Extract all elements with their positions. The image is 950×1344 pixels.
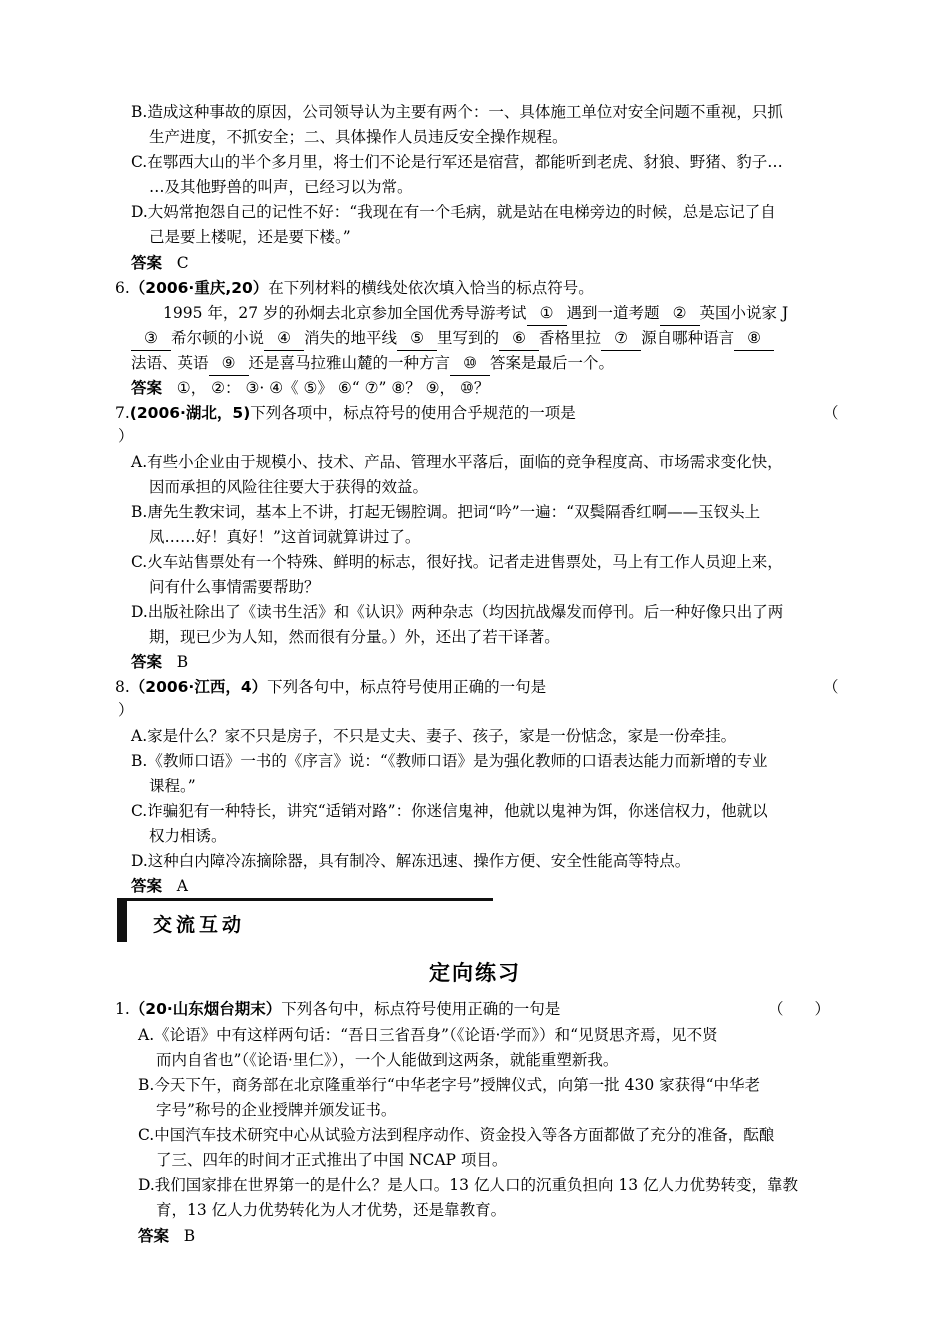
banner-title: 交流互动 [153, 914, 246, 936]
q7-option-c-line1: C.火车站售票处有一个特殊、鲜明的标志，很好找。记者走进售票处，马上有工作人员迎上来， [131, 553, 783, 571]
banner-side-bar [117, 898, 127, 942]
q8-heading [115, 675, 546, 699]
answer-label: 答案 [131, 877, 163, 895]
answer-label: 答案 [138, 1227, 170, 1245]
answer-label: 答案 [131, 379, 163, 397]
question-stem: 下列各句中，标点符号使用正确的一句是 [281, 1000, 561, 1018]
section-title: 定向练习 [429, 961, 521, 985]
question-number: 8. [115, 678, 130, 696]
answer-paren-close: ） [118, 427, 134, 445]
q7-answer [131, 650, 188, 674]
q7-option-a-line1: A.有些小企业由于规模小、技术、产品、管理水平落后，面临的竞争程度高、市场需求变化快， [131, 453, 783, 471]
q8-option-d-line1: D.这种白内障冷冻摘除器，具有制冷、解冻迅速、操作方便、安全性能高等特点。 [131, 852, 691, 870]
answer-value: ①， ②： ③· ④《 ⑤》 ⑥“ ⑦” ⑧？ ⑨， ⑩？ [176, 379, 490, 397]
blank-3: ③ [131, 326, 171, 351]
q7-option-d-line2: 期，现已少为人知，然而很有分量。）外，还出了若干译著。 [149, 628, 560, 646]
q8-option-a-line1: A.家是什么？家不只是房子，不只是丈夫、妻子、孩子，家是一份惦念，家是一份牵挂。 [131, 727, 737, 745]
p1-option-a-line1: A.《论语》中有这样两句话：“吾日三省吾身”（《论语·学而》）和“见贤思齐焉，见不贤 [138, 1026, 718, 1044]
answer-value: C [176, 254, 189, 272]
answer-label: 答案 [131, 254, 163, 272]
question-number: 1. [115, 1000, 130, 1018]
passage-text: 香格里拉 [539, 329, 602, 347]
answer-value: B [176, 653, 189, 671]
blank-2: ② [660, 301, 700, 326]
passage-text: 法语、英语 [131, 354, 209, 372]
question-stem: 下列各项中，标点符号的使用合乎规范的一项是 [250, 404, 576, 422]
p1-option-c-line1: C.中国汽车技术研究中心从试验方法到程序动作、资金投入等各方面都做了充分的准备，酝酿 [138, 1126, 775, 1144]
p1-option-b-line1: B.今天下午，商务部在北京隆重举行“中华老字号”授牌仪式，向第一批 430 家获得“中华老 [138, 1076, 761, 1094]
question-number: 7. [115, 404, 130, 422]
p1-option-a-line2: 而内自省也”（《论语·里仁》），一个人能做到这两条，就能重塑新我。 [156, 1051, 619, 1069]
blank-8: ⑧ [734, 326, 774, 351]
blank-7: ⑦ [601, 326, 641, 351]
p1-option-d-line2: 育，13 亿人力优势转化为人才优势，还是靠教育。 [156, 1201, 507, 1219]
question-source: （2006·江西，4） [129, 678, 268, 696]
answer-label: 答案 [131, 653, 163, 671]
q7-option-c-line2: 问有什么事情需要帮助？ [149, 578, 320, 596]
answer-paren-open: （ [823, 404, 839, 422]
blank-4: ④ [264, 326, 304, 351]
q5-option-c-line2: …及其他野兽的叫声，已经习以为常。 [149, 178, 413, 196]
q7-option-b-line2: 凤……好！真好！”这首词就算讲过了。 [149, 528, 421, 546]
q5-option-d-line2: 己是要上楼呢，还是要下楼。” [149, 228, 351, 246]
q8-option-b-line1: B.《教师口语》一书的《序言》说：“《教师口语》是为强化教师的口语表达能力而新增的专业 [131, 752, 768, 770]
answer-value: B [183, 1227, 196, 1245]
passage-text: 希尔顿的小说 [171, 329, 265, 347]
question-number: 6. [115, 279, 130, 297]
p1-option-d-line1: D.我们国家排在世界第一的是什么？是人口。13 亿人口的沉重负担向 13 亿人力优势转变，靠教 [138, 1176, 799, 1194]
answer-paren-open: （ [823, 678, 839, 696]
q8-answer [131, 874, 188, 898]
q5-option-b-line1: B.造成这种事故的原因，公司领导认为主要有两个：一、具体施工单位对安全问题不重视，只抓 [131, 103, 783, 121]
q5-option-d-line1: D.大妈常抱怨自己的记性不好：“我现在有一个毛病，就是站在电梯旁边的时候，总是忘记了自 [131, 203, 776, 221]
blank-10: ⑩ [450, 351, 490, 376]
question-source: （2006·重庆,20） [129, 279, 269, 297]
passage-text: 还是喜马拉雅山麓的一种方言 [248, 354, 451, 372]
q6-heading [115, 276, 594, 300]
q7-option-d-line1: D.出版社除出了《读书生活》和《认识》两种杂志（均因抗战爆发而停刊。后一种好像只出了两 [131, 603, 784, 621]
blank-9: ⑨ [209, 351, 249, 376]
passage-text: 源自哪种语言 [641, 329, 735, 347]
passage-text: 1995 年，27 岁的孙炯去北京参加全国优秀导游考试 [163, 304, 527, 322]
question-source: (2006·湖北，5) [129, 404, 251, 422]
passage-text: 英国小说家 J [699, 304, 789, 322]
passage-text: 答案是最后一个。 [490, 354, 615, 372]
passage-text: 遇到一道考题 [566, 304, 660, 322]
section-banner [117, 898, 493, 942]
p1-option-b-line2: 字号”称号的企业授牌并颁发证书。 [156, 1101, 397, 1119]
q5-option-c-line1: C.在鄂西大山的半个多月里，将士们不论是行军还是宿营，都能听到老虎、豺狼、野猪、豹子… [131, 153, 783, 171]
question-stem: 在下列材料的横线处依次填入恰当的标点符号。 [268, 279, 594, 297]
q6-passage-line1 [163, 301, 788, 326]
q8-option-b-line2: 课程。” [149, 777, 196, 795]
p1-option-c-line2: 了三、四年的时间才正式推出了中国 NCAP 项目。 [156, 1151, 508, 1169]
q6-passage-line3 [131, 351, 614, 376]
p1-answer [138, 1224, 195, 1248]
answer-value: A [176, 877, 188, 895]
p1-heading [115, 997, 560, 1021]
answer-paren: （ ） [768, 1000, 831, 1018]
question-source: （20·山东烟台期末） [129, 1000, 282, 1018]
banner-top-rule [117, 898, 493, 901]
q8-option-c-line2: 权力相诱。 [149, 827, 227, 845]
q5-option-b-line2: 生产进度，不抓安全；二、具体操作人员违反安全操作规程。 [149, 128, 568, 146]
blank-5: ⑤ [397, 326, 437, 351]
q7-option-a-line2: 因而承担的风险往往要大于获得的效益。 [149, 478, 429, 496]
q6-passage-line2 [131, 326, 774, 351]
q7-heading [115, 401, 576, 425]
q8-option-c-line1: C.诈骗犯有一种特长，讲究“适销对路”：你迷信鬼神，他就以鬼神为饵，你迷信权力，他就以 [131, 802, 768, 820]
passage-text: 里写到的 [437, 329, 500, 347]
q6-answer [131, 376, 489, 400]
passage-text: 消失的地平线 [304, 329, 398, 347]
answer-paren-close: ） [118, 701, 134, 719]
question-stem: 下列各句中，标点符号使用正确的一句是 [267, 678, 547, 696]
blank-6: ⑥ [499, 326, 539, 351]
blank-1: ① [527, 301, 567, 326]
q7-option-b-line1: B.唐先生教宋词，基本上不讲，打起无锡腔调。把词“吟”一遍：“双鬓隔香红啊——玉钗头上 [131, 503, 761, 521]
q5-answer [131, 251, 189, 275]
